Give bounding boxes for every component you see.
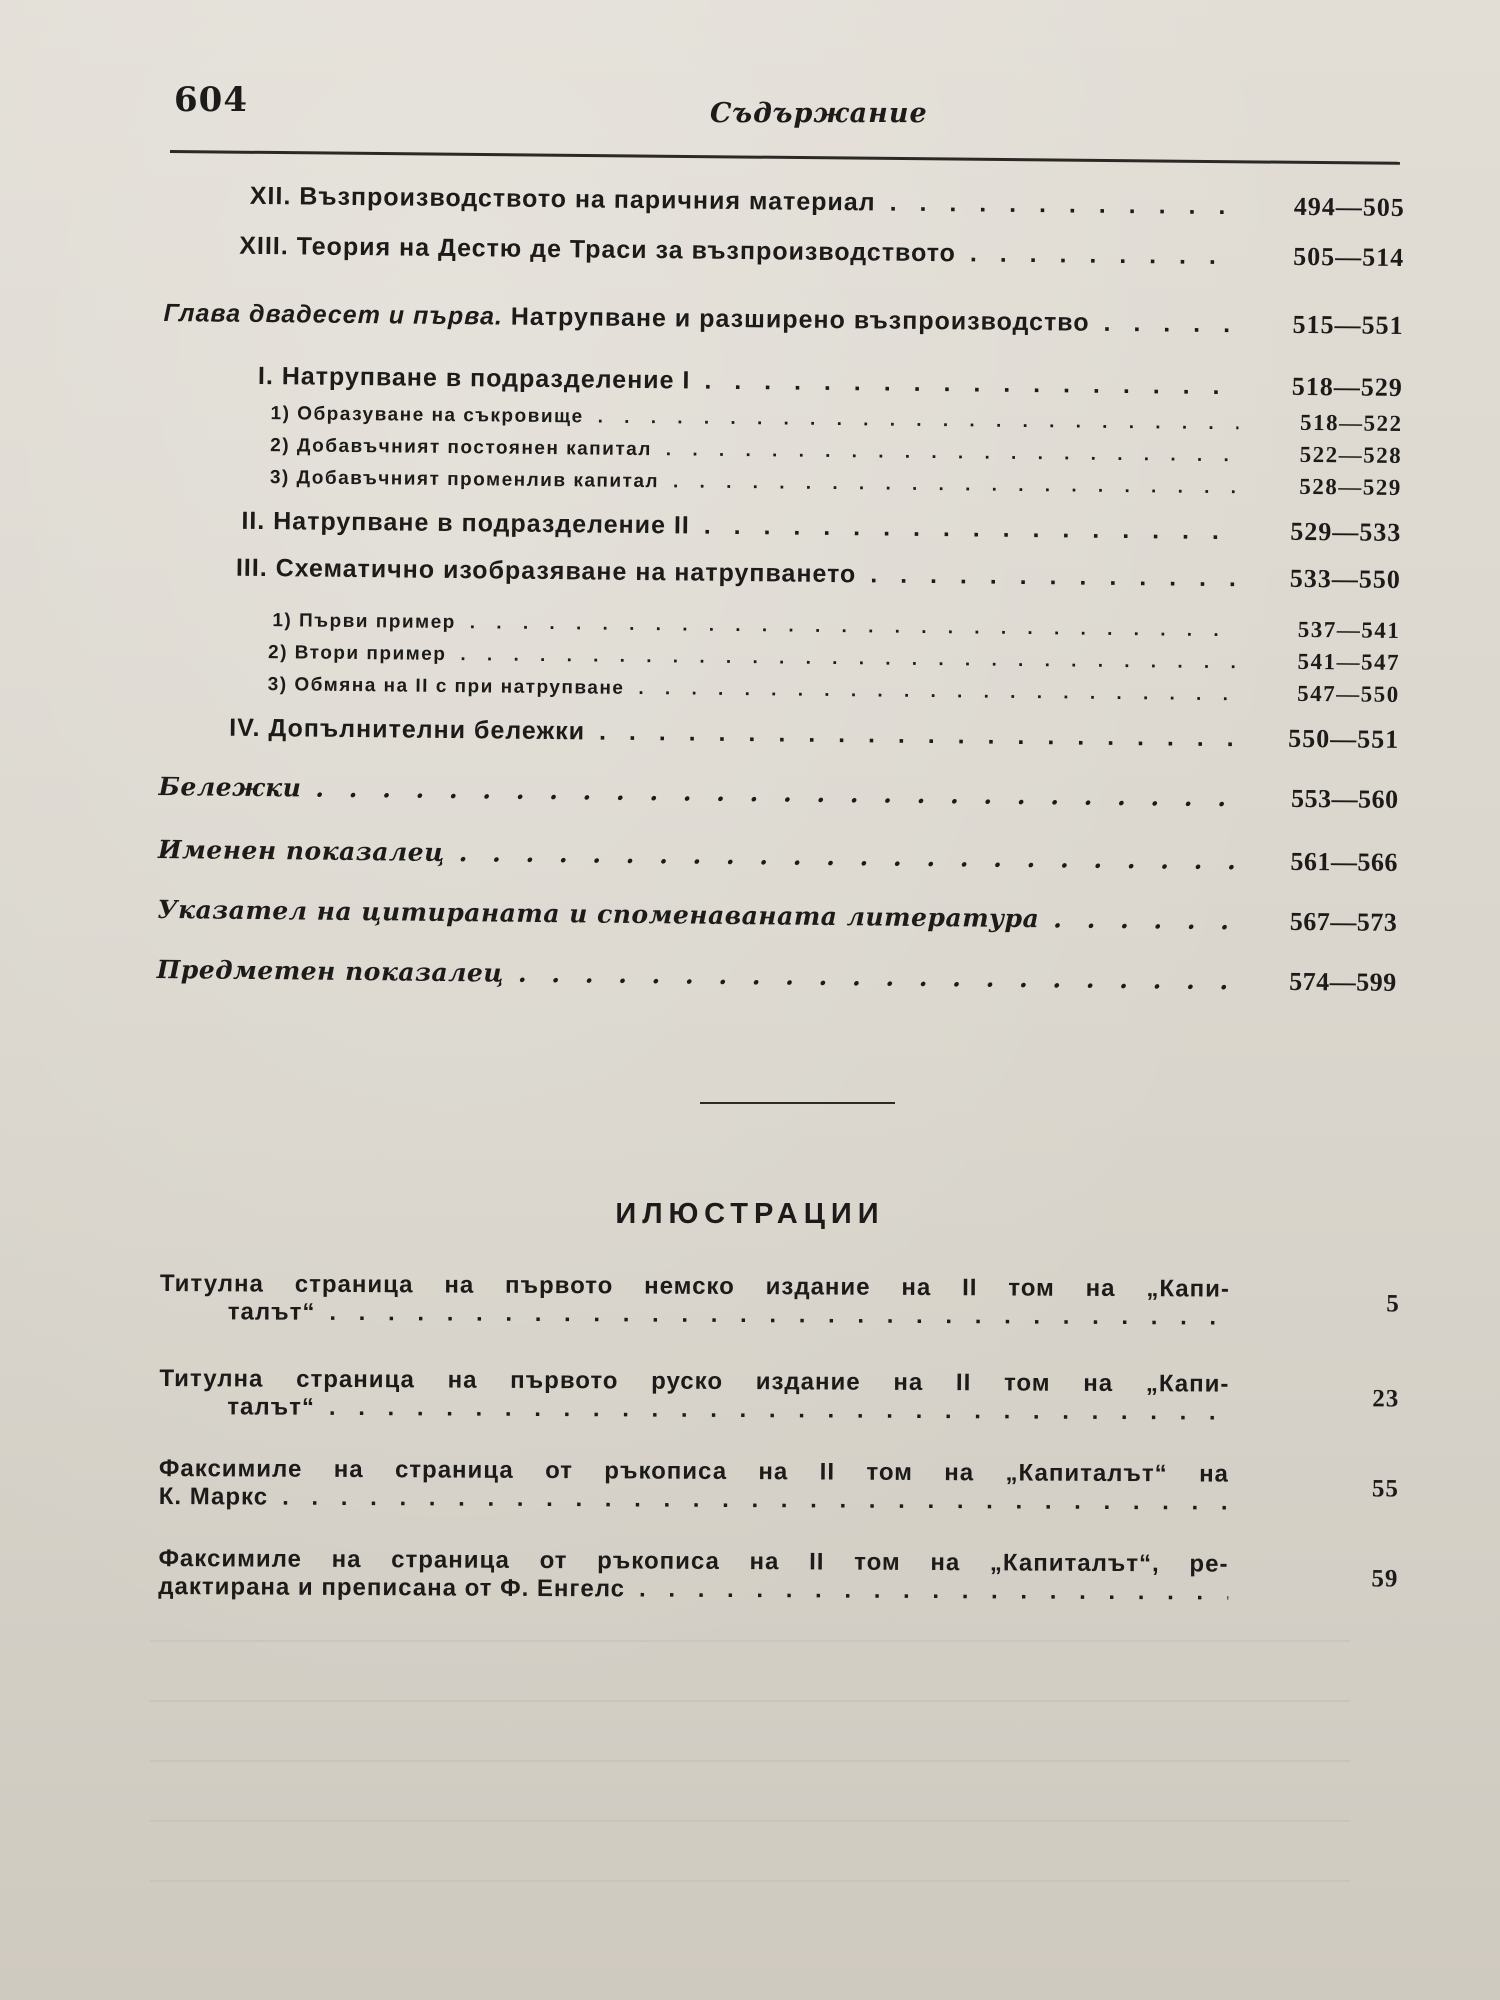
leader-dots (470, 612, 1237, 643)
illustration-page: 23 (1372, 1385, 1400, 1413)
toc-entry (158, 772, 1398, 815)
leader-dots (704, 512, 1238, 548)
chapter-title: Натрупване и разширено възпроизводство (510, 302, 1090, 337)
toc-entry (163, 360, 1403, 404)
show-through-texture (150, 1760, 1350, 1762)
illustration-caption-line1: Титулна страница на първото руско издание на II том на „Капи- (159, 1364, 1230, 1398)
toc-entry-label: IV. Допълнителни бележки (229, 713, 586, 746)
illustration-page: 59 (1371, 1565, 1399, 1593)
illustrations-list (158, 1270, 1400, 1603)
toc-entry (163, 298, 1403, 342)
toc-entry-label: I. Натрупване в подразделение I (257, 361, 691, 395)
leader-dots (639, 1576, 1228, 1608)
toc-entry-pages: 518—529 (1291, 371, 1404, 402)
show-through-texture (150, 1820, 1350, 1822)
leader-dots (666, 439, 1239, 468)
show-through-texture (150, 1700, 1350, 1702)
toc-entry (162, 462, 1402, 502)
toc-entry (161, 505, 1401, 549)
illustration-entry (159, 1365, 1399, 1428)
toc-entry-label: 1) Първи пример (272, 610, 456, 634)
toc-entry (160, 669, 1400, 709)
running-head (170, 78, 1400, 138)
leader-dots (282, 1484, 1229, 1518)
toc-entry-label: III. Схематично изобразяване на натрупването (235, 553, 857, 589)
toc-entry (157, 895, 1397, 938)
show-through-texture (150, 1640, 1350, 1642)
leader-dots (638, 678, 1235, 707)
toc-entry (164, 230, 1404, 274)
illustration-caption-line1: Факсимиле на страница от ръкописа на II том на „Капиталът“, ре- (158, 1544, 1229, 1578)
toc-entry-pages: 494—505 (1293, 191, 1405, 222)
leader-dots (329, 1394, 1230, 1428)
running-title: Съдържание (710, 98, 928, 129)
illustration-caption-line2: талът“ (227, 1298, 316, 1326)
toc-entry-pages: 541—547 (1297, 648, 1401, 675)
leader-dots (1103, 309, 1239, 340)
toc-entry (158, 835, 1398, 878)
toc-entry-pages: 505—514 (1293, 241, 1405, 272)
toc-entry (159, 712, 1399, 756)
toc-entry-pages: 515—551 (1292, 309, 1404, 340)
toc-entry-pages: 518—522 (1299, 409, 1403, 436)
illustration-entry (160, 1270, 1400, 1333)
toc-entry-label: XIII. Теория на Дестю де Траси за възпроизводството (239, 231, 957, 268)
illustration-caption-line2: К. Маркс (158, 1482, 269, 1511)
toc-entry-pages: 529—533 (1290, 516, 1402, 547)
toc-entry-label: 1) Образуване на съкровище (270, 403, 584, 428)
leader-dots (1053, 904, 1233, 936)
toc-entry-pages: 537—541 (1297, 616, 1401, 643)
toc-entry-pages: 553—560 (1290, 783, 1399, 814)
leader-dots (459, 838, 1235, 876)
toc-entry-pages: 547—550 (1297, 680, 1400, 707)
illustration-caption-line1: Титулна страница на първото немско издание на II том на „Капи- (159, 1270, 1230, 1303)
illustration-page: 55 (1371, 1475, 1399, 1503)
illustration-entry (158, 1545, 1398, 1608)
toc-entry-pages: 574—599 (1289, 966, 1397, 997)
toc-entry-label: 2) Добавъчният постоянен капитал (270, 435, 652, 461)
toc-entry-label: II. Натрупване в подразделение II (241, 506, 690, 540)
toc-entry-label: Указател на цитираната и споменаваната литература (157, 894, 1040, 934)
leader-dots (315, 774, 1235, 814)
leader-dots (598, 407, 1239, 437)
illustration-caption-line2: талът“ (227, 1393, 315, 1421)
toc-entry-label: 2) Втори пример (267, 642, 447, 665)
illustration-caption-line2-row (158, 1573, 1228, 1607)
toc-entry-pages: 533—550 (1289, 563, 1402, 594)
illustration-caption-line1: Факсимиле на страница от ръкописа на II том на „Капиталът“ на (158, 1454, 1230, 1488)
chapter-label: Глава двадесет и първа. (163, 298, 504, 331)
toc-entry (165, 180, 1405, 224)
leader-dots (970, 239, 1241, 272)
illustration-caption-line2-row (159, 1393, 1229, 1427)
toc-entry (161, 552, 1401, 596)
toc-entry-pages: 567—573 (1289, 906, 1398, 937)
show-through-texture (150, 1880, 1350, 1882)
page-number: 604 (174, 80, 248, 120)
leader-dots (704, 367, 1239, 403)
toc-entry-pages: 522—528 (1299, 441, 1403, 468)
illustration-caption-line2-row (159, 1483, 1229, 1517)
illustration-entry (159, 1455, 1399, 1518)
illustration-caption-line2: дактирана и преписана от Ф. Енгелс (158, 1572, 626, 1603)
toc-entry-label: XII. Възпроизводството на паричния материал (249, 181, 876, 217)
header-rule (170, 150, 1400, 165)
illustration-caption-line2-row (160, 1298, 1230, 1332)
toc-entry (157, 955, 1397, 998)
table-of-contents (156, 180, 1405, 997)
leader-dots (870, 560, 1237, 594)
toc-entry-pages: 550—551 (1288, 723, 1400, 754)
leader-dots (460, 644, 1236, 675)
section-divider (700, 1102, 895, 1104)
leader-dots (329, 1299, 1230, 1333)
leader-dots (518, 959, 1233, 996)
leader-dots (673, 471, 1238, 500)
toc-entry-label: 3) Добавъчният променлив капитал (269, 467, 660, 493)
toc-entry-label (163, 299, 1089, 338)
toc-entry-label: Бележки (158, 771, 302, 803)
toc-entry-pages: 561—566 (1290, 846, 1399, 877)
leader-dots (889, 189, 1240, 223)
toc-entry-pages: 528—529 (1299, 473, 1402, 500)
toc-entry-label: 3) Обмяна на II c при натрупване (267, 674, 625, 699)
leader-dots (599, 718, 1235, 755)
illustrations-heading: ИЛЮСТРАЦИИ (615, 1198, 885, 1230)
toc-entry-label: Именен показалец (157, 834, 445, 867)
illustration-page: 5 (1386, 1290, 1400, 1318)
toc-entry-label: Предметен показалец (156, 954, 505, 988)
